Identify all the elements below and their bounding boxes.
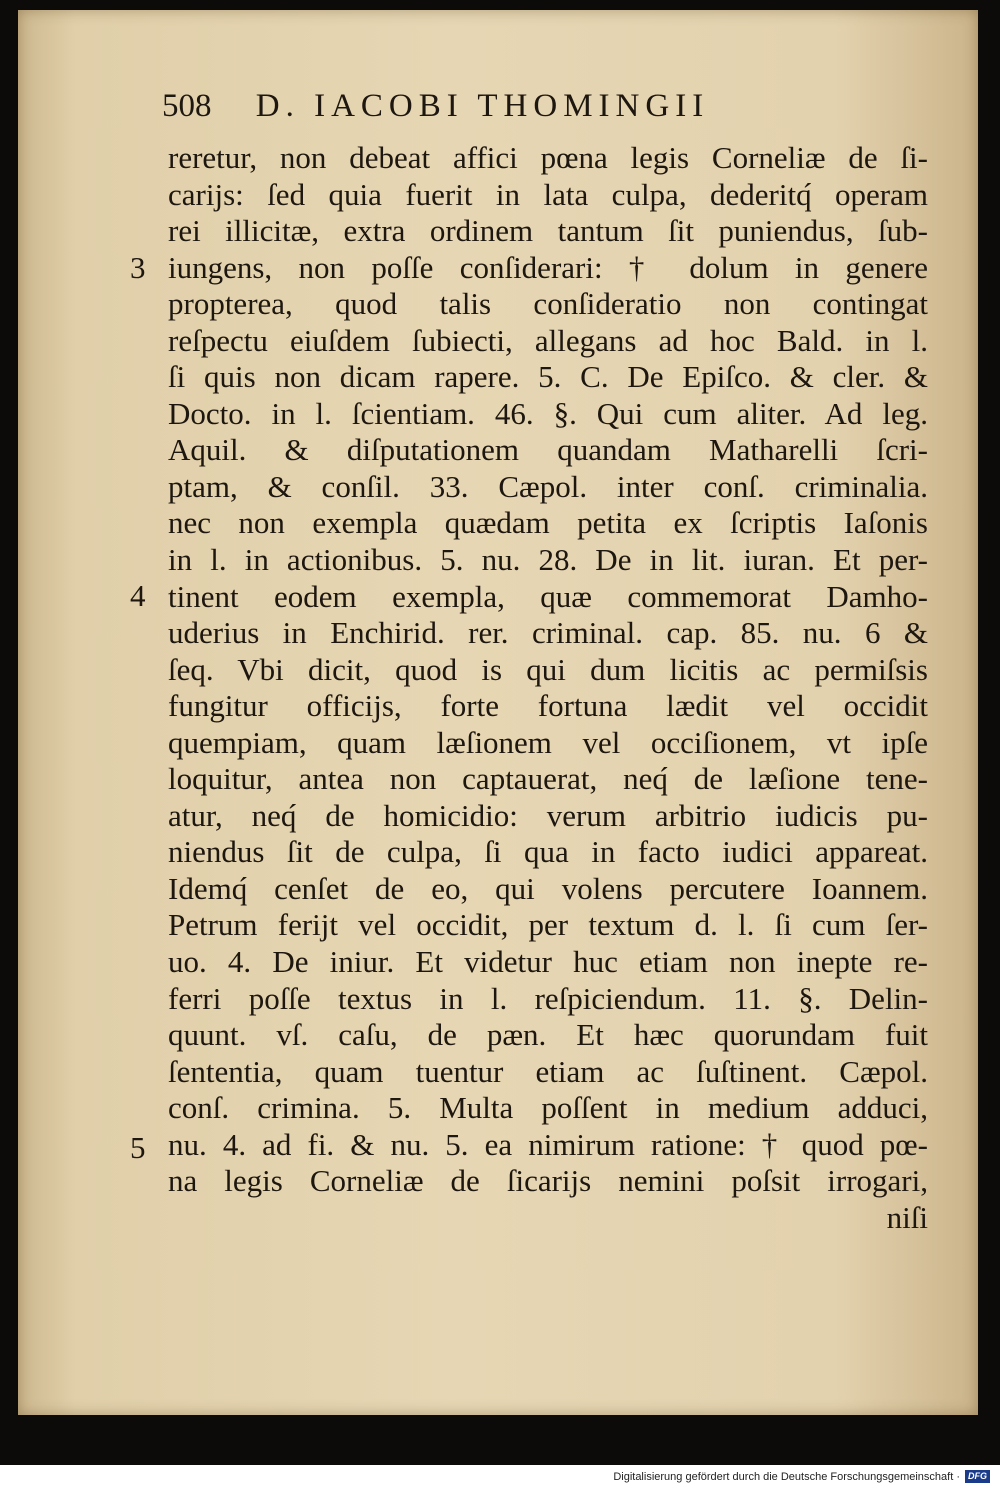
text-line: loquitur, antea non captauerat, neq́ de læſione tene- [168,761,928,797]
margin-number: 5 [130,1130,146,1165]
text-line: ſeq. Vbi dicit, quod is qui dum licitis ac permiſsis [168,651,928,687]
margin-number: 3 [130,250,146,285]
text-line: in l. in actionibus. 5. nu. 28. De in lit. iuran. Et per- [168,542,928,578]
text-line: nu. 4. ad fi. & nu. 5. ea nimirum ratione: † quod pœ- [168,1126,928,1162]
catchword: niſi [886,1199,928,1235]
text-line: quempiam, quam læſionem vel occiſionem, vt ipſe [168,724,928,760]
funding-credit-text: Digitalisierung gefördert durch die Deutsche Forschungsgemeinschaft · [613,1471,960,1483]
text-line: carijs: ſed quia fuerit in lata culpa, dederitq́ operam [168,176,928,212]
page-number: 508 [162,88,212,124]
text-line: na legis Corneliæ de ſicarijs nemini poſsit irrogari, [168,1163,928,1199]
dfg-logo: DFG [965,1470,990,1483]
text-line: Aquil. & diſputationem quandam Matharelli ſcri- [168,432,928,468]
text-line: fungitur officijs, forte fortuna lædit vel occidit [168,688,928,724]
text-line: ptam, & conſil. 33. Cæpol. inter conſ. criminalia. [168,468,928,504]
text-line: iungens, non poſſe conſiderari: † dolum in genere [168,249,928,285]
text-line: reretur, non debeat affici pœna legis Corneliæ de ſi- [168,140,928,175]
page-header [162,88,862,128]
text-line: rei illicitæ, extra ordinem tantum ſit puniendus, ſub- [168,213,928,249]
text-line: quunt. vſ. caſu, de pæn. Et hæc quorundam fuit [168,1017,928,1053]
text-line: ſententia, quam tuentur etiam ac ſuſtinent. Cæpol. [168,1053,928,1089]
text-line: uo. 4. De iniur. Et videtur huc etiam non inepte re- [168,944,928,980]
margin-number: 4 [130,578,146,613]
footer-credit [0,1465,1000,1489]
text-line: atur, neq́ de homicidio: verum arbitrio iudicis pu- [168,797,928,833]
text-line: ſi quis non dicam rapere. 5. C. De Epiſco. & cler. & [168,359,928,395]
text-line: Petrum ferijt vel occidit, per textum d. l. ſi cum ſer- [168,907,928,943]
text-line: uderius in Enchirid. rer. criminal. cap. 85. nu. 6 & [168,615,928,651]
text-line: reſpectu eiuſdem ſubiecti, allegans ad hoc Bald. in l. [168,322,928,358]
body-text [168,140,928,1236]
text-line: Docto. in l. ſcientiam. 46. §. Qui cum aliter. Ad leg. [168,395,928,431]
text-line: niendus ſit de culpa, ſi qua in facto iudici appareat. [168,834,928,870]
text-line: Idemq́ cenſet de eo, qui volens percutere Ioannem. [168,870,928,906]
running-head: D. IACOBI THOMINGII [255,88,710,124]
text-line: ferri poſſe textus in l. reſpiciendum. 11. §. Delin- [168,980,928,1016]
text-line: nec non exempla quædam petita ex ſcriptis Iaſonis [168,505,928,541]
text-line: tinent eodem exempla, quæ commemorat Damho- [168,578,928,614]
text-line: propterea, quod talis conſideratio non contingat [168,286,928,322]
text-line: conſ. crimina. 5. Multa poſſent in medium adduci, [168,1090,928,1126]
